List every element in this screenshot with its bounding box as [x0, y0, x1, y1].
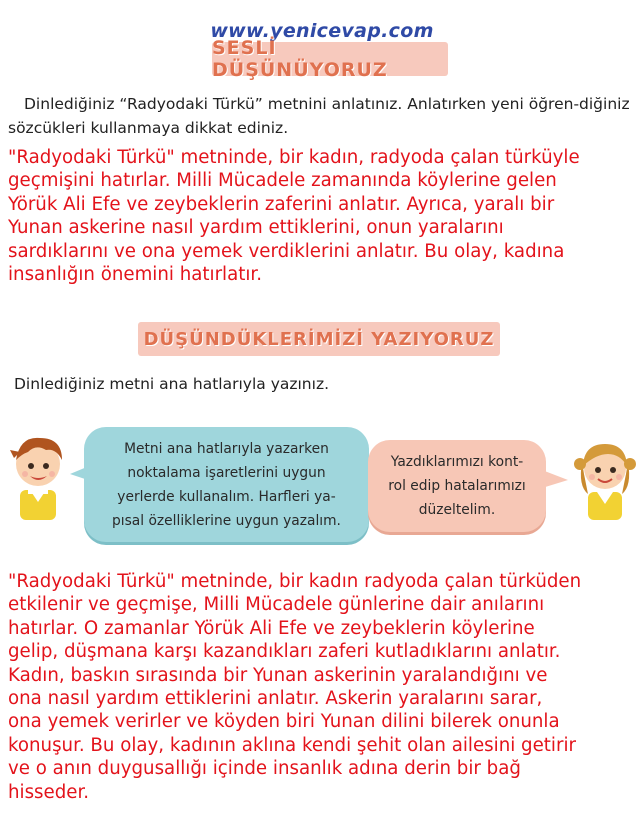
- speech-bubble-left: Metni ana hatlarıyla yazarken noktalama işaretlerini uygun yerlerde kullanalım. Harfleri ya- pısal özelliklerine uygun yazalım.: [84, 427, 369, 542]
- section-banner-dusunduklerimizi-yaziyoruz: DÜŞÜNDÜKLERİMİZİ YAZIYORUZ: [138, 322, 500, 356]
- speech-bubble-right: Yazdıklarımızı kont- rol edip hatalarımızı düzeltelim.: [368, 440, 546, 532]
- instruction-write-summary: Dinlediğiniz metni ana hatlarıyla yazınız.: [14, 375, 330, 393]
- section-banner-sesli-dusunuyoruz: SESLİ DÜŞÜNÜYORUZ: [212, 42, 448, 76]
- instruction-retell: Dinlediğiniz “Radyodaki Türkü” metnini anlatınız. Anlatırken yeni öğren-diğiniz sözcükleri kullanmaya dikkat ediniz.: [8, 95, 630, 137]
- site-watermark: www.yenicevap.com: [210, 20, 434, 42]
- boy-character-icon: [6, 430, 74, 522]
- answer-summary: "Radyodaki Türkü" metninde, bir kadın radyoda çalan türküden etkilenir ve geçmişe, Milli Mücadele günlerine dair anılarını hatırlar. O zamanlar Yörük Ali Efe ve zeybeklerin köylerine gelip, düşmana karşı kazandıkları zaferi kutladıklarını anlatır. Kadın, baskın sırasında bir Yunan askerinin yaralandığını ve ona nasıl yardım ettiklerini anlatır. Askerin yaralarını sarar, ona yemek verirler ve köyden biri Yunan dilini bilerek onunla konuşur. Bu olay, kadının aklına kendi şehit olan ailesini getirir ve o anın duygusallığı içinde insanlık adına derin bir bağ hisseder.: [8, 571, 582, 803]
- answer-retell: "Radyodaki Türkü" metninde, bir kadın, radyoda çalan türküyle geçmişini hatırlar. Milli Mücadele zamanında köylerine gelen Yörük Ali Efe ve zeybeklerin zaferini anlatır. Ayrıca, yaralı bir Yunan askerine nasıl yardım ettiklerini, onun yaralarını sardıklarını ve ona yemek verdiklerini anlatır. Bu olay, kadına insanlığın önemini hatırlatır.: [8, 147, 580, 286]
- girl-character-icon: [568, 434, 640, 522]
